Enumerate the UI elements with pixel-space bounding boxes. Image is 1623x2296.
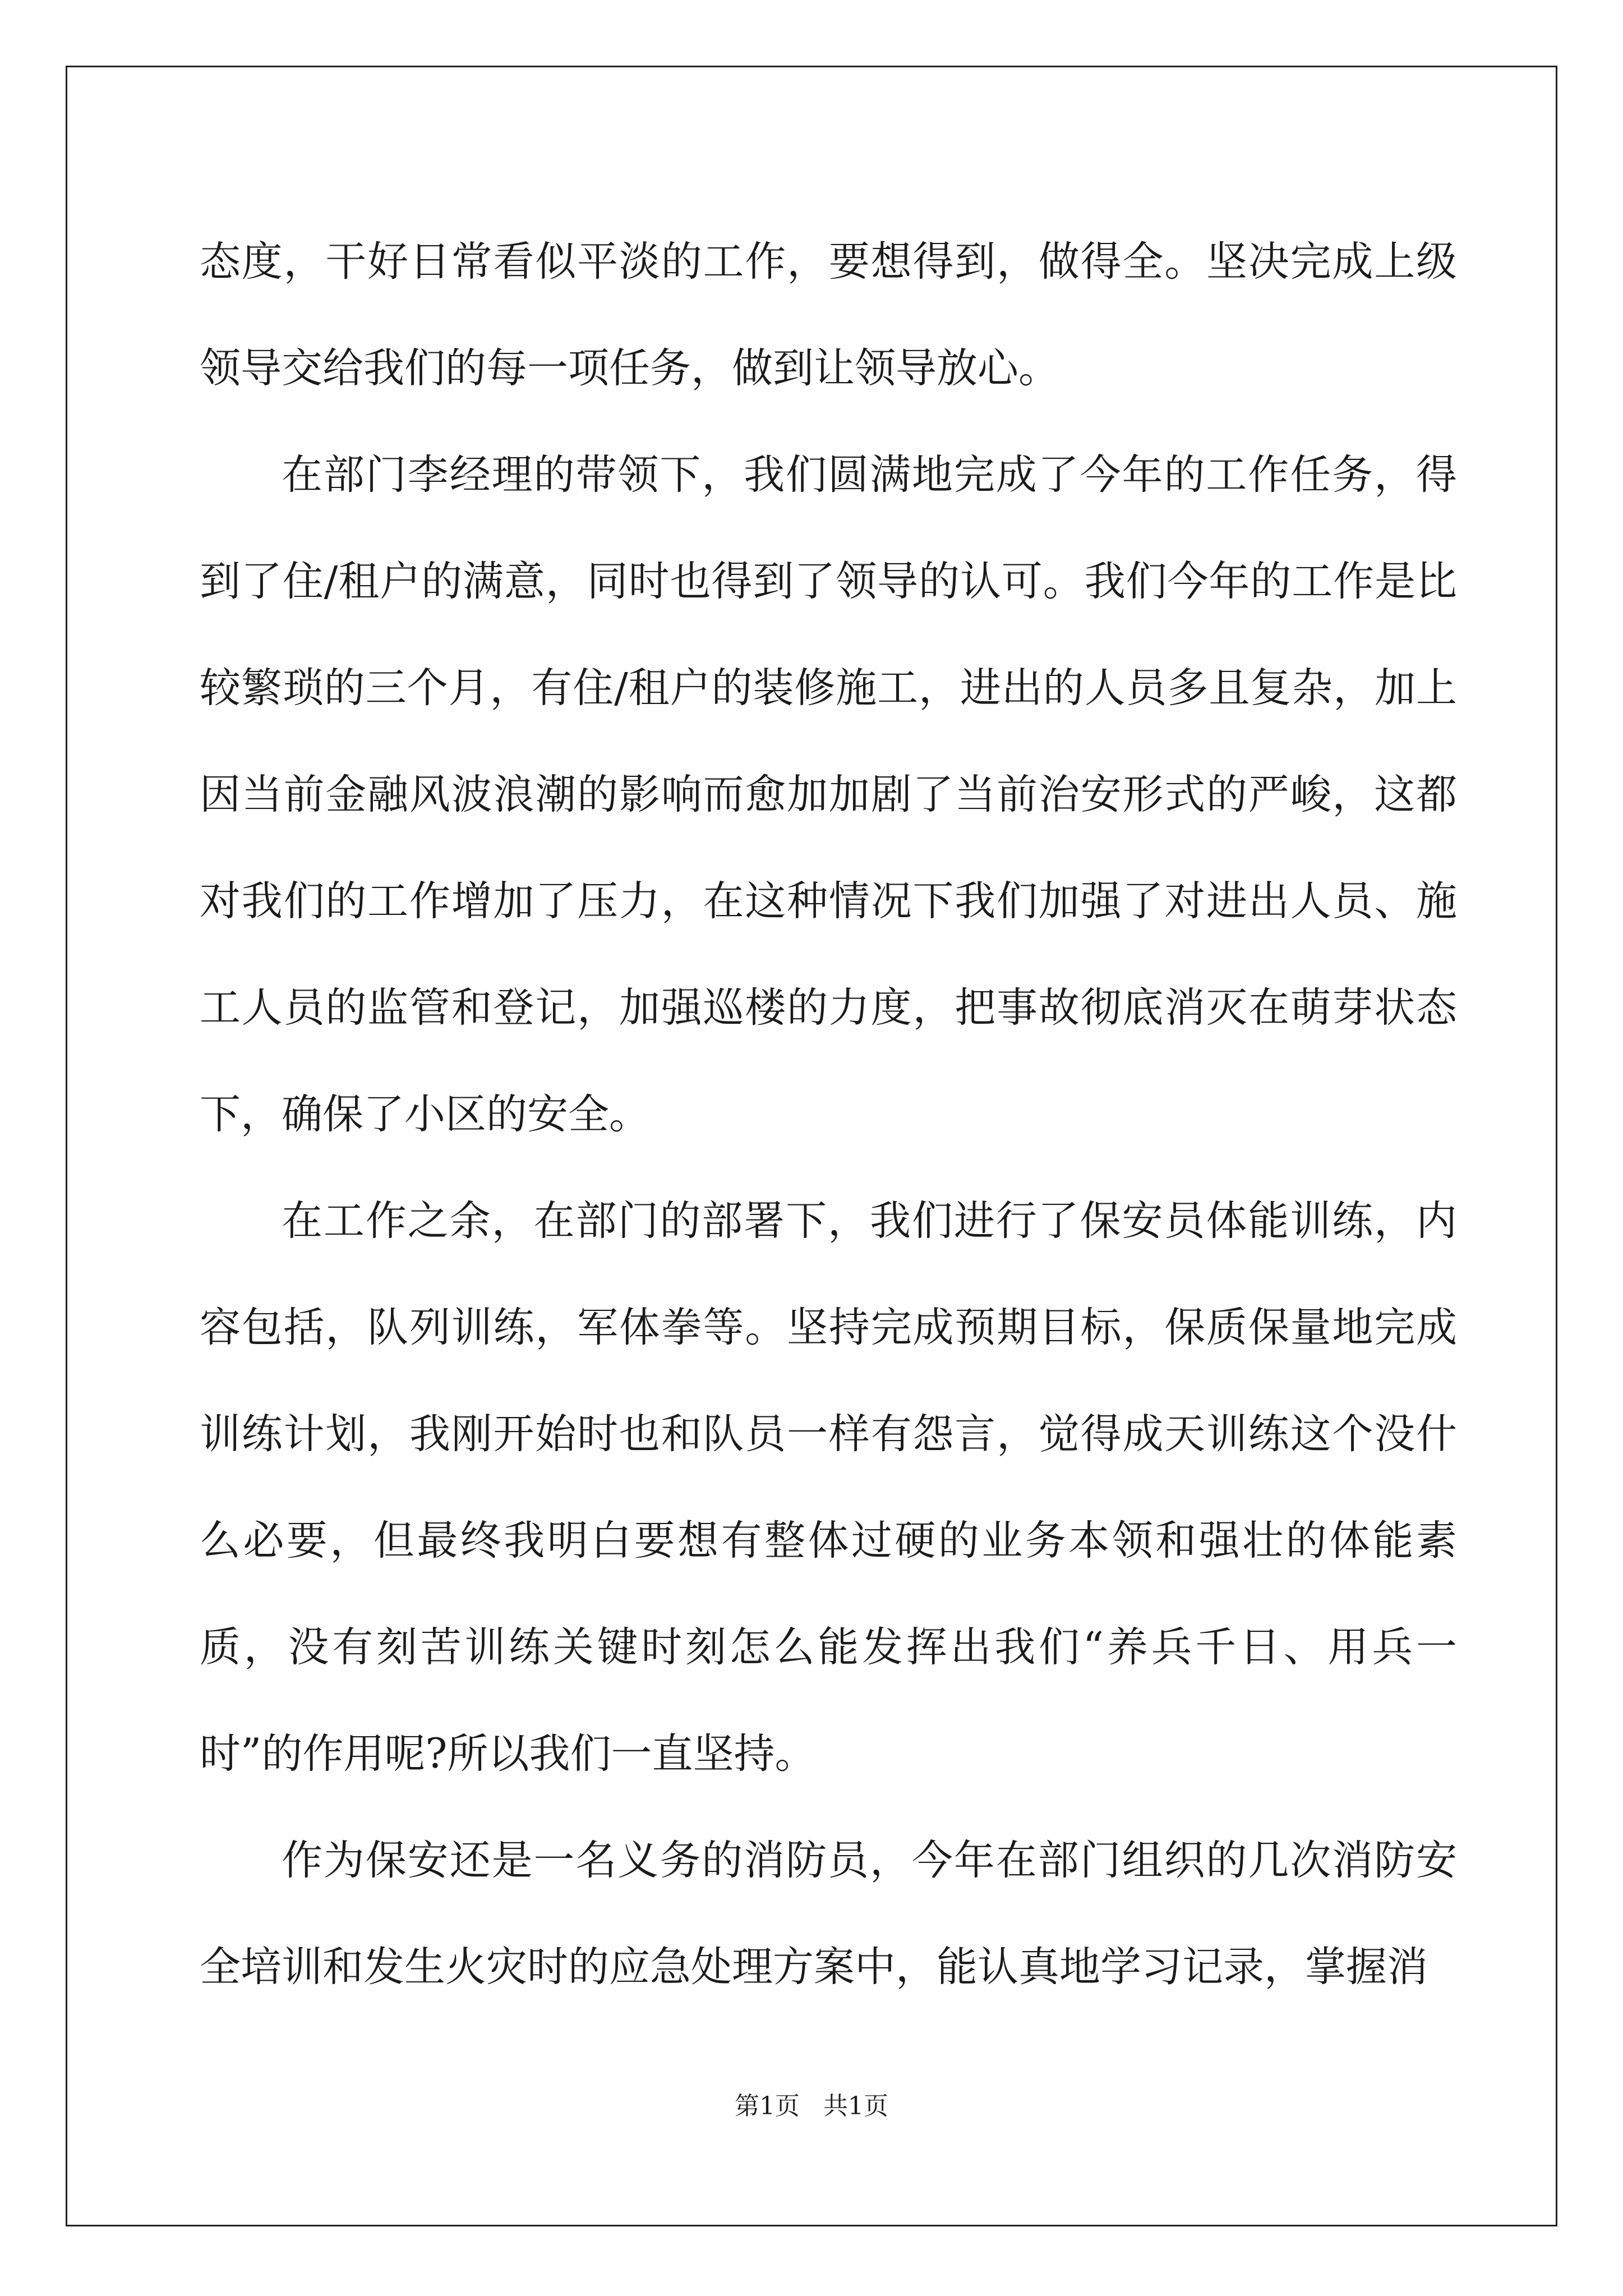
document-body	[200, 209, 1457, 2021]
paragraph-3: 在工作之余，在部门的部署下，我们进行了保安员体能训练，内容包括，队列训练，军体拳等。坚持完成预期目标，保质保量地完成训练计划，我刚开始时也和队员一样有怨言，觉得成天训练这个没什么必要，但最终我明白要想有整体过硬的业务本领和强壮的体能素质，没有刻苦训练关键时刻怎么能发挥出我们“养兵千日、用兵一时”的作用呢?所以我们一直坚持。	[200, 1197, 1457, 1778]
paragraph-2: 在部门李经理的带领下，我们圆满地完成了今年的工作任务，得到了住/租户的满意，同时也得到了领导的认可。我们今年的工作是比较繁琐的三个月，有住/租户的装修施工，进出的人员多且复杂，加上因当前金融风波浪潮的影响而愈加加剧了当前治安形式的严峻，这都对我们的工作增加了压力，在这种情况下我们加强了对进出人员、施工人员的监管和登记，加强巡楼的力度，把事故彻底消灭在萌芽状态下，确保了小区的安全。	[200, 451, 1457, 1138]
page-number: 第1页	[735, 2092, 800, 2120]
page-total: 共1页	[823, 2092, 888, 2120]
page-footer	[0, 2086, 1623, 2122]
paragraph-1: 态度，干好日常看似平淡的工作，要想得到，做得全。坚决完成上级领导交给我们的每一项任务，做到让领导放心。	[200, 238, 1457, 392]
paragraph-4: 作为保安还是一名义务的消防员，今年在部门组织的几次消防安全培训和发生火灾时的应急处理方案中，能认真地学习记录，掌握消	[200, 1837, 1457, 1991]
